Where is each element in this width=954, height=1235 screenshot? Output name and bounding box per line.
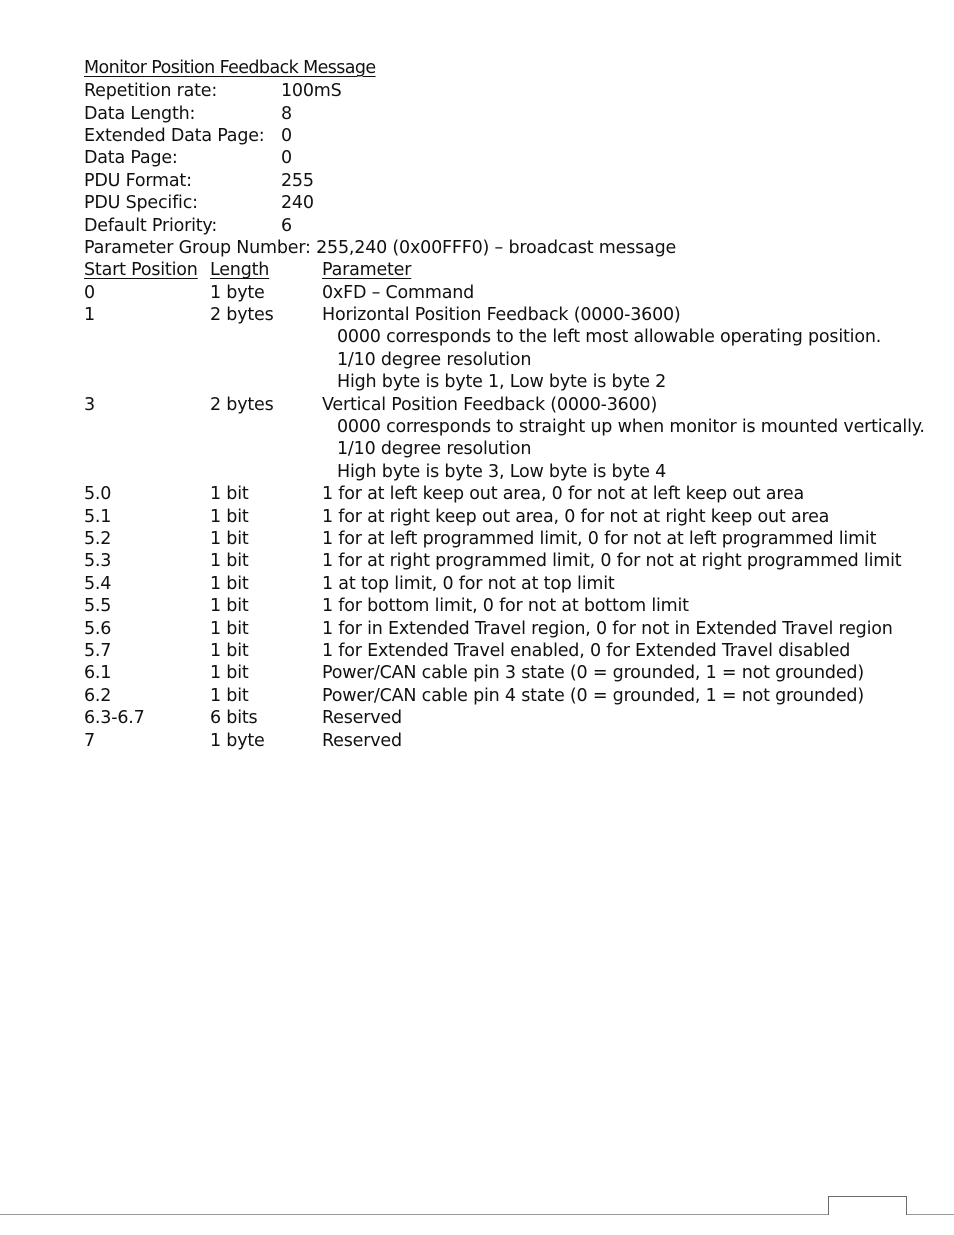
cell-length: 1 bit xyxy=(210,529,249,549)
cell-start: 5.5 xyxy=(84,596,112,617)
cell-start: 0 xyxy=(84,282,95,303)
document-page xyxy=(84,57,944,752)
cell-start: 6.3-6.7 xyxy=(84,708,145,729)
parameter-group-number: Parameter Group Number: 255,240 (0x00FFF0) – broadcast message xyxy=(84,237,677,258)
cell-start: 5.2 xyxy=(84,529,112,549)
cell-start: 6.1 xyxy=(84,663,112,684)
table-row xyxy=(84,550,944,572)
parameter-note: 0000 corresponds to straight up when monitor is mounted vertically. xyxy=(337,417,925,438)
cell-length: 1 bit xyxy=(210,618,249,639)
cell-length: 2 bytes xyxy=(210,305,274,326)
meta-label: PDU Format: xyxy=(84,170,192,191)
meta-row-data-page xyxy=(84,147,944,169)
cell-parameter: Power/CAN cable pin 3 state (0 = grounded, 1 = not grounded) xyxy=(322,663,864,684)
cell-length: 1 bit xyxy=(210,596,249,617)
cell-length: 1 bit xyxy=(210,573,249,594)
meta-value: 0 xyxy=(281,148,292,169)
cell-parameter: Reserved xyxy=(322,730,402,751)
cell-parameter: 1 for in Extended Travel region, 0 for not in Extended Travel region xyxy=(322,618,893,639)
table-row xyxy=(84,528,944,550)
cell-start: 6.2 xyxy=(84,685,112,706)
cell-length: 1 bit xyxy=(210,506,249,527)
table-row xyxy=(84,483,944,505)
table-header xyxy=(84,259,944,281)
cell-start: 1 xyxy=(84,305,95,326)
cell-parameter: 1 for Extended Travel enabled, 0 for Extended Travel disabled xyxy=(322,640,851,661)
cell-start: 5.0 xyxy=(84,484,112,505)
table-row xyxy=(84,618,944,640)
cell-start: 5.7 xyxy=(84,640,112,661)
cell-start: 5.3 xyxy=(84,551,112,572)
cell-start: 7 xyxy=(84,730,95,751)
meta-label: Data Page: xyxy=(84,148,178,169)
cell-start: 3 xyxy=(84,394,95,415)
cell-parameter: 1 for at right keep out area, 0 for not at right keep out area xyxy=(322,506,830,527)
meta-row-default-priority xyxy=(84,215,944,237)
cell-start: 5.1 xyxy=(84,506,112,527)
meta-label: PDU Specific: xyxy=(84,193,198,214)
cell-parameter: 1 for at left programmed limit, 0 for not at left programmed limit xyxy=(322,529,877,549)
parameter-table xyxy=(84,259,944,752)
meta-label: Data Length: xyxy=(84,103,196,124)
parameter-note: 0000 corresponds to the left most allowable operating position. xyxy=(337,327,882,348)
cell-start: 5.6 xyxy=(84,618,112,639)
table-row xyxy=(84,573,944,595)
meta-label: Repetition rate: xyxy=(84,81,218,102)
cell-parameter: 1 for at left keep out area, 0 for not at left keep out area xyxy=(322,484,805,505)
table-row xyxy=(84,282,944,304)
cell-length: 1 bit xyxy=(210,551,249,572)
meta-label: Default Priority: xyxy=(84,215,218,236)
cell-length: 1 bit xyxy=(210,685,249,706)
table-row xyxy=(84,595,944,617)
parameter-note: 1/10 degree resolution xyxy=(337,439,532,460)
parameter-note: High byte is byte 3, Low byte is byte 4 xyxy=(337,461,667,482)
cell-parameter: Reserved xyxy=(322,708,402,729)
table-row xyxy=(84,304,944,326)
message-meta xyxy=(84,80,944,237)
parameter-note: High byte is byte 1, Low byte is byte 2 xyxy=(337,372,667,393)
cell-length: 6 bits xyxy=(210,708,258,729)
meta-label: Extended Data Page: xyxy=(84,125,265,146)
footer-divider xyxy=(0,1214,954,1215)
column-header-start-position: Start Position xyxy=(84,260,198,281)
cell-length: 1 bit xyxy=(210,663,249,684)
column-header-parameter: Parameter xyxy=(322,260,412,281)
table-row xyxy=(84,685,944,707)
meta-row-pdu-format xyxy=(84,170,944,192)
cell-parameter: 1 for bottom limit, 0 for not at bottom limit xyxy=(322,596,689,617)
page-number-tab xyxy=(828,1196,907,1215)
cell-length: 1 bit xyxy=(210,640,249,661)
column-header-length: Length xyxy=(210,260,270,281)
table-row xyxy=(84,662,944,684)
cell-parameter: Vertical Position Feedback (0000-3600) xyxy=(322,394,658,415)
meta-value: 6 xyxy=(281,215,292,236)
document-title: Monitor Position Feedback Message xyxy=(84,58,376,78)
table-row xyxy=(84,730,944,752)
cell-parameter: 1 for at right programmed limit, 0 for not at right programmed limit xyxy=(322,551,902,572)
cell-length: 1 byte xyxy=(210,282,265,303)
meta-value: 8 xyxy=(281,103,292,124)
cell-length: 2 bytes xyxy=(210,394,274,415)
parameter-note: 1/10 degree resolution xyxy=(337,349,532,370)
meta-row-extended-data-page xyxy=(84,125,944,147)
cell-parameter: Horizontal Position Feedback (0000-3600) xyxy=(322,305,681,326)
meta-value: 100mS xyxy=(281,81,342,102)
table-row xyxy=(84,707,944,729)
meta-row-data-length xyxy=(84,103,944,125)
cell-start: 5.4 xyxy=(84,573,112,594)
table-row xyxy=(84,506,944,528)
cell-parameter: 1 at top limit, 0 for not at top limit xyxy=(322,573,615,594)
cell-parameter: 0xFD – Command xyxy=(322,282,475,303)
table-row xyxy=(84,640,944,662)
cell-length: 1 byte xyxy=(210,730,265,751)
meta-row-repetition-rate xyxy=(84,80,944,102)
meta-value: 240 xyxy=(281,193,314,214)
cell-parameter: Power/CAN cable pin 4 state (0 = grounded, 1 = not grounded) xyxy=(322,685,864,706)
meta-value: 255 xyxy=(281,170,314,191)
cell-length: 1 bit xyxy=(210,484,249,505)
meta-row-pdu-specific xyxy=(84,192,944,214)
table-row xyxy=(84,394,944,416)
meta-value: 0 xyxy=(281,125,292,146)
